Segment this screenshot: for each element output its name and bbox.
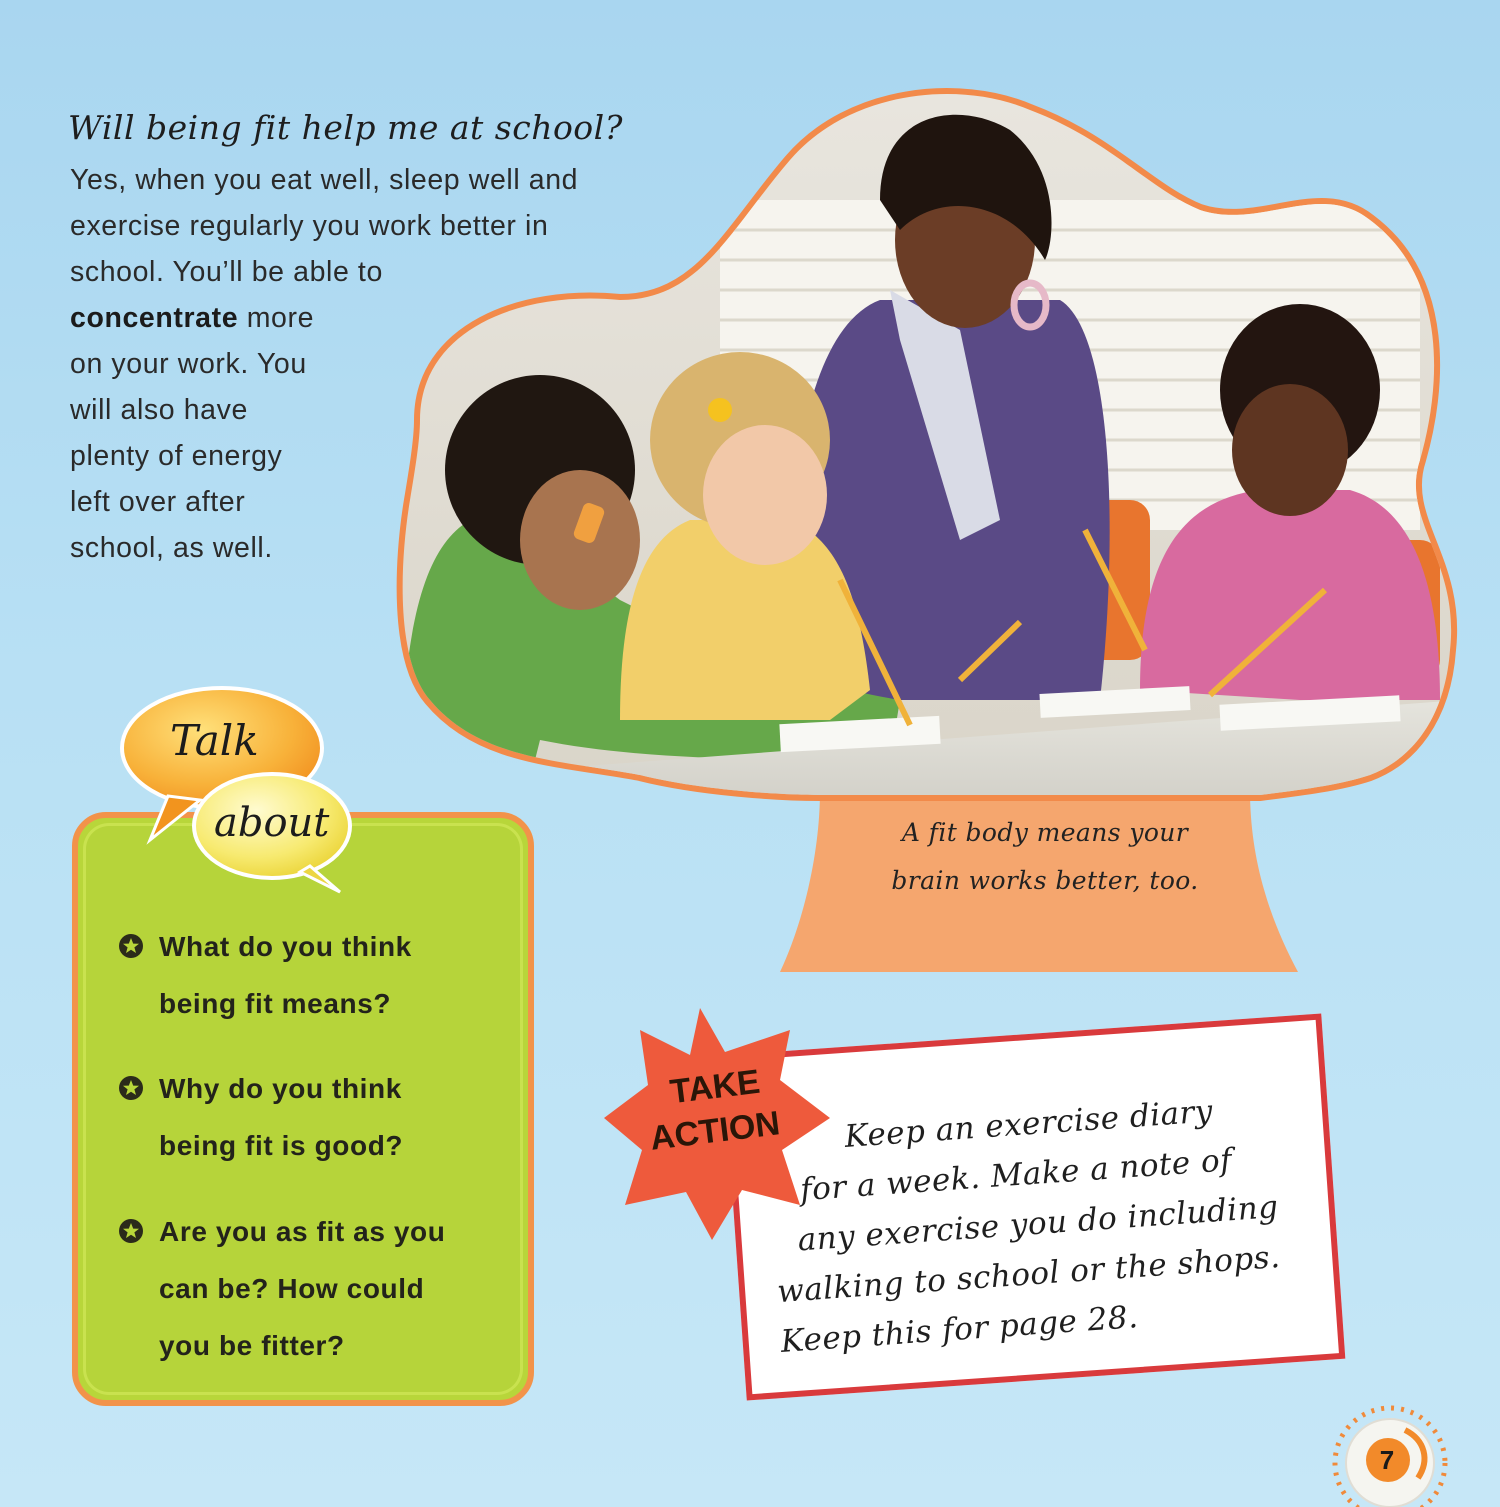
photo-caption-line: A fit body means your [901, 818, 1189, 847]
question-line: you be fitter? [159, 1330, 345, 1361]
action-line: walking to school or the shops. [776, 1238, 1282, 1311]
intro-line: plenty of energy [70, 440, 283, 472]
action-line: for a week. Make a note of [799, 1142, 1234, 1209]
question-line: can be? How could [159, 1273, 425, 1304]
action-line: any exercise you do including [796, 1188, 1280, 1259]
question-line: being fit is good? [159, 1130, 404, 1161]
about-bubble-label: about [214, 800, 330, 846]
intro-heading: Will being fit help me at school? [68, 108, 623, 147]
question-line: Why do you think [159, 1073, 402, 1104]
question-line: What do you think [159, 931, 412, 962]
intro-line: school, as well. [70, 532, 273, 564]
intro-line-text: more [246, 302, 315, 334]
intro-line: on your work. You [70, 348, 307, 380]
question-line: Are you as fit as you [159, 1216, 446, 1247]
page-number: 7 [1379, 1445, 1395, 1475]
photo-caption-line: brain works better, too. [891, 866, 1199, 895]
action-line: Keep this for page 28. [779, 1299, 1140, 1360]
question-line: being fit means? [159, 988, 392, 1019]
action-line: Keep an exercise diary [843, 1093, 1214, 1155]
intro-line: will also have [70, 394, 248, 426]
take-action-label: TAKE [667, 1062, 762, 1112]
intro-line: left over after [70, 486, 246, 518]
talk-bubble-label: Talk [170, 716, 259, 765]
intro-line: exercise regularly you work better in [70, 210, 549, 242]
take-action-label: ACTION [647, 1104, 782, 1158]
intro-line: school. You’ll be able to [70, 256, 383, 288]
intro-line: Yes, when you eat well, sleep well and [70, 164, 579, 196]
keyword-concentrate: concentrate [70, 302, 239, 334]
